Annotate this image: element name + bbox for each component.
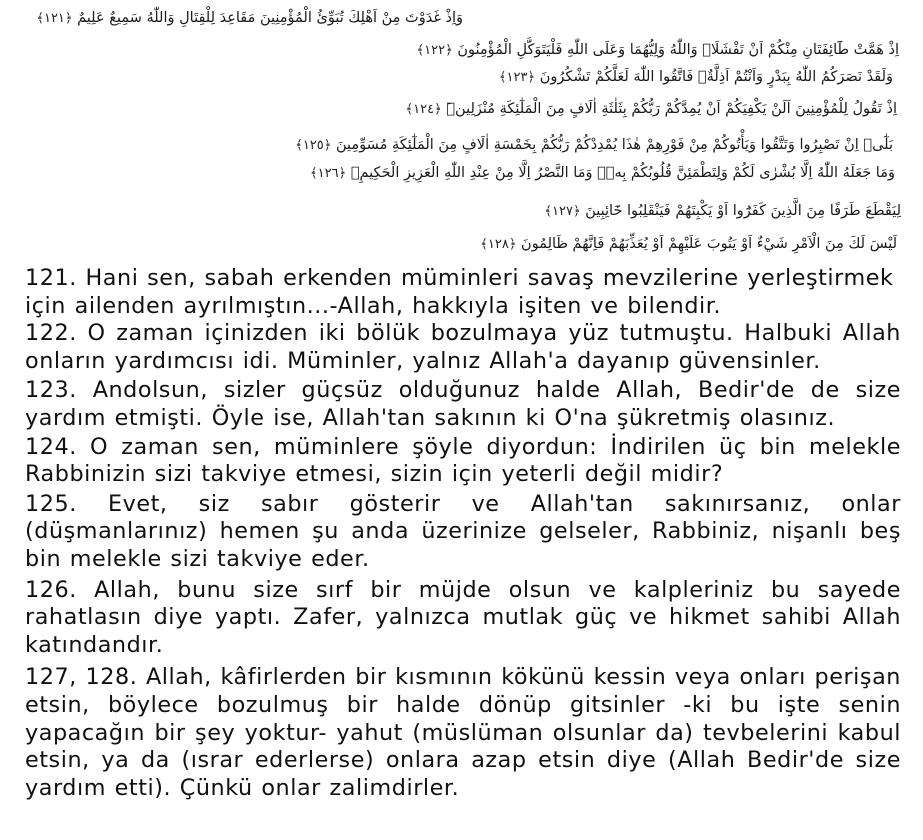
ayah-number-marker: ﴿١٢١﴾ [36,11,73,26]
ayah-number-marker: ﴿١٢٦﴾ [310,166,347,181]
translation-verse-123: 123. Andolsun, sizler güçsüz olduğunuz halde Allah, Bedir'de de size yardım etmişti. Öyle ise, Allah'tan sakının ki O'na şükretmiş olasınız. [25,377,901,431]
ayah-number-marker: ﴿١٢٧﴾ [544,204,581,219]
arabic-verse-text: وَمَا جَعَلَهُ اللّٰهُ اِلَّا بُشْرٰى لَكُمْ وَلِتَطْمَئِنَّ قُلُوبُكُمْ بِهٖۜ وَمَا النَّصْرُ اِلَّا مِنْ عِنْدِ اللّٰهِ الْعَزِيزِ الْحَكِيمِۙ [350,165,895,181]
ayah-number-marker: ﴿١٢٣﴾ [498,70,536,85]
ayah-number-marker: ﴿١٢٢﴾ [416,43,453,58]
arabic-verse-text: بَلٰٓىۙ اِنْ تَصْبِرُوا وَتَتَّقُوا وَيَأْتُوكُمْ مِنْ فَوْرِهِمْ هٰذَا يُمْدِدْكُمْ رَبُّكُمْ بِخَمْسَةِ اٰلَافٍ مِنَ الْمَلٰٓئِكَةِ مُسَوِّمِينَ [336,137,893,153]
arabic-verse-text: وَاِذْ غَدَوْتَ مِنْ اَهْلِكَ تُبَوِّئُ الْمُؤْمِنِينَ مَقَاعِدَ لِلْقِتَالِ وَاللّٰهُ سَمِيعٌ عَلِيمٌ [77,10,463,26]
translation-verse-121: 121. Hani sen, sabah erkenden müminleri savaş mevzilerine yerleştirmek için ailenden ayrılmıştın...-Allah, hakkıyla işiten ve bilendir. [25,265,894,319]
arabic-verse-122 [417,38,900,63]
translation-verse-122: 122. O zaman içinizden iki bölük bozulmaya yüz tutmuştu. Halbuki Allah onların yardımcısı idi. Müminler, yalnız Allah'a dayanıp güvensinler. [25,320,901,374]
arabic-verse-123 [499,65,893,90]
arabic-verse-text: اِذْ هَمَّتْ طَٓائِفَتَانِ مِنْكُمْ اَنْ تَفْشَلَاۙ وَاللّٰهُ وَلِيُّهُمَا وَعَلَى اللّٰهِ فَلْيَتَوَكَّلِ الْمُؤْمِنُونَ [457,42,899,58]
arabic-verse-text: وَلَقَدْ نَصَرَكُمُ اللّٰهُ بِبَدْرٍ وَاَنْتُمْ اَذِلَّةٌۚ فَاتَّقُوا اللّٰهَ لَعَلَّكُمْ تَشْكُرُونَ [539,69,893,85]
arabic-verse-text: لِيَقْطَعَ طَرَفًا مِنَ الَّذِينَ كَفَرُٓوا اَوْ يَكْبِتَهُمْ فَيَنْقَلِبُوا خَٓائِبِينَ [585,203,901,219]
arabic-verse-125 [295,133,893,158]
arabic-verse-121 [36,6,463,31]
ayah-number-marker: ﴿١٢٥﴾ [295,138,332,153]
arabic-verse-text: لَيْسَ لَكَ مِنَ الْاَمْرِ شَيْءٌ اَوْ يَتُوبَ عَلَيْهِمْ اَوْ يُعَذِّبَهُمْ فَاِنَّهُمْ ظَالِمُونَ [521,236,897,252]
arabic-verse-124 [406,97,897,122]
ayah-number-marker: ﴿١٢٨﴾ [480,237,517,252]
ayah-number-marker: ﴿١٢٤﴾ [405,102,442,117]
translation-verse-126: 126. Allah, bunu size sırf bir müjde olsun ve kalpleriniz bu sayede rahatlasın diye yaptı. Zafer, yalnızca mutlak güç ve hikmet sahibi Allah katındandır. [25,576,901,658]
translation-verse-124: 124. O zaman sen, müminlere şöyle diyordun: İndirilen üç bin melekle Rabbinizin sizi takviye etmesi, sizin için yeterli değil midir? [25,433,901,488]
translation-verse-125: 125. Evet, siz sabır gösterir ve Allah'tan sakınırsanız, onlar (düşmanlarınız) hemen şu anda üzerinize gelseler, Rabbiniz, nişanlı beş bin melekle sizi takviye eder. [25,490,901,572]
arabic-verse-126 [310,161,895,186]
arabic-verse-text: اِذْ تَقُولُ لِلْمُؤْمِنِينَ اَلَنْ يَكْفِيَكُمْ اَنْ يُمِدَّكُمْ رَبُّكُمْ بِثَلٰثَةِ اٰلَافٍ مِنَ الْمَلٰٓئِكَةِ مُنْزَلِينَۜ [446,101,897,117]
arabic-verses-block [0,2,923,264]
translation-verse-127-128: 127, 128. Allah, kâfirlerden bir kısmının kökünü kessin veya onları perişan etsin, böylece bozulmuş bir halde dönüp gitsinler -ki bu işte senin yapacağın bir şey yoktur- yahut (müslüman olsunlar da) tevbelerini kabul etsin, ya da (ısrar ederlerse) onlara azap etsin diye (Allah Bedir'de size yardım etti). Çünkü onlar zalimdirler. [25,664,901,801]
arabic-verse-127 [544,199,901,224]
arabic-verse-128 [480,232,897,257]
turkish-translation [25,265,901,802]
